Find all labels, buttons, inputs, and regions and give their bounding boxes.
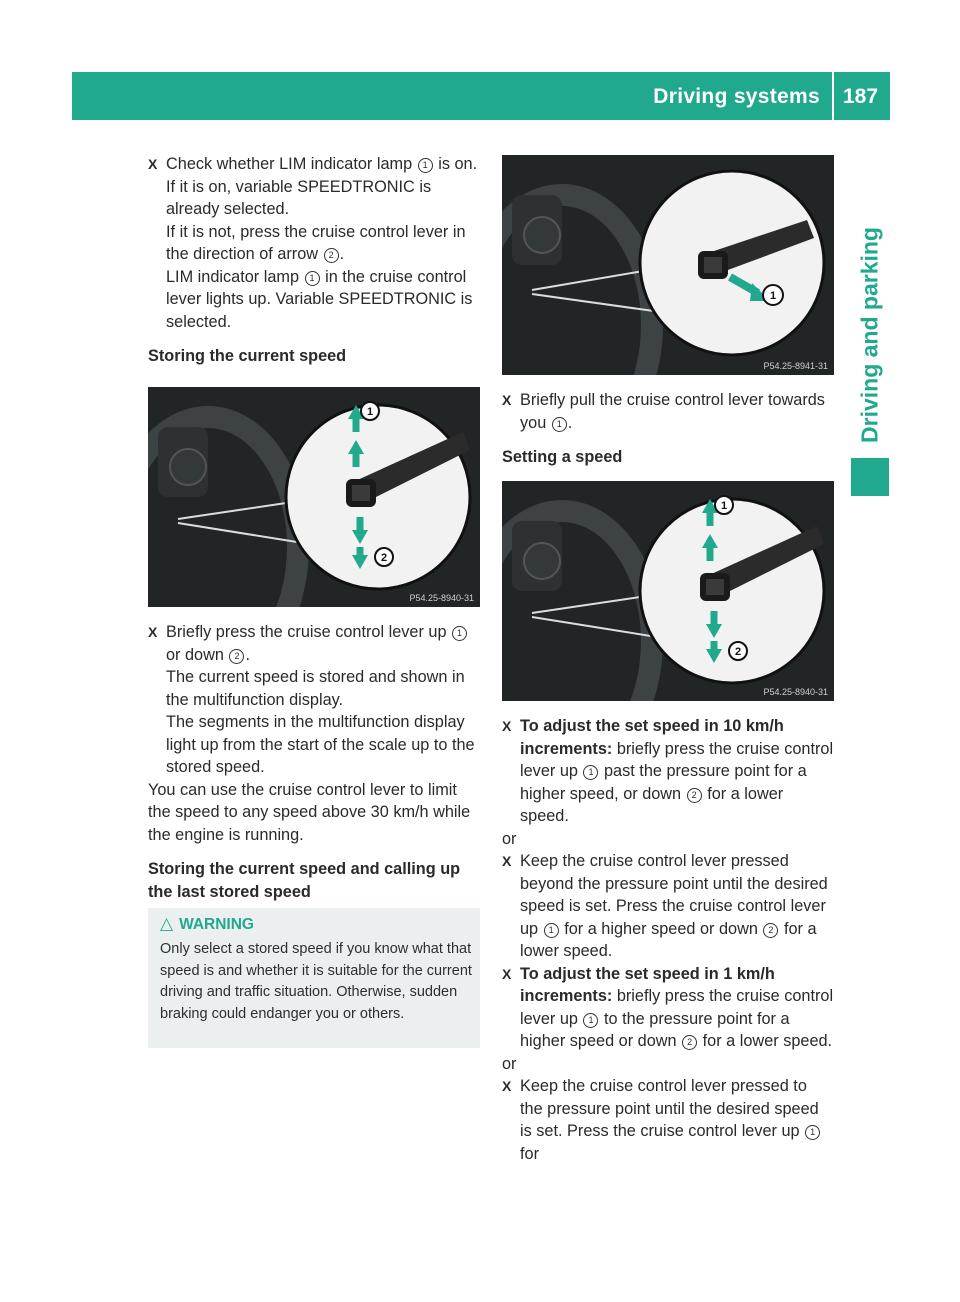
marker-1-icon: 1	[452, 626, 467, 641]
figure-lever-up-down	[148, 387, 480, 607]
warning-icon: △	[160, 914, 174, 933]
figure-marker-2: 2	[380, 552, 388, 564]
bullet-marker-icon: X	[502, 853, 512, 869]
marker-1-icon: 1	[583, 1013, 598, 1028]
marker-2-icon: 2	[682, 1035, 697, 1050]
result-speed-stored: The current speed is stored and shown in the multifunction display.	[166, 668, 465, 709]
instruction-press-up-down: X Briefly press the cruise control lever up 1 or down 2 .	[148, 621, 480, 666]
figure-code: P54.25-8940-31	[409, 593, 474, 603]
bullet-marker-icon: X	[148, 156, 158, 172]
warning-title: △ WARNING	[160, 914, 254, 933]
figure-lever-pull	[502, 155, 834, 375]
figure-marker-1: 1	[366, 406, 374, 418]
warning-box	[148, 908, 480, 1048]
warning-text: Only select a stored speed if you know what that speed is and whether it is suitable for the current driving and traffic situation. Otherwise, sudden braking could endanger you or others.	[160, 941, 472, 1022]
note-limit-speed: You can use the cruise control lever to limit the speed to any speed above 30 km/h while the engine is running.	[148, 780, 471, 844]
heading-storing-speed: Storing the current speed	[148, 347, 347, 365]
figure-lever-set-speed	[502, 481, 834, 701]
marker-1-icon: 1	[805, 1125, 820, 1140]
result-lamp-lights: LIM indicator lamp 1 in the cruise control lever lights up. Variable SPEEDTRONIC is selected.	[166, 267, 473, 331]
instruction-keep-pressed: X Keep the cruise control lever pressed beyond the pressure point until the desired speed is set. Press the cruise control lever up 1 for a higher speed or down 2 for a lower speed.	[502, 852, 828, 960]
or-separator: or	[502, 1054, 517, 1073]
figure-code: P54.25-8941-31	[763, 361, 828, 371]
section-title: Driving systems	[653, 85, 820, 108]
instruction-1kmh: X To adjust the set speed in 1 km/h increments: briefly press the cruise control lever up 1 to the pressure point for a higher speed or down 2 for a lower speed.	[502, 964, 834, 1050]
bullet-marker-icon: X	[502, 1078, 512, 1094]
marker-1-icon: 1	[583, 765, 598, 780]
page-header	[72, 72, 890, 120]
right-column-bottom	[502, 715, 834, 1165]
figure-marker-1: 1	[769, 290, 777, 302]
instruction-keep-pressed-1kmh: X Keep the cruise control lever pressed to the pressure point until the desired speed is set. Press the cruise control lever up 1 for	[502, 1077, 819, 1163]
bullet-marker-icon: X	[502, 718, 512, 734]
right-column-top	[502, 389, 834, 469]
figure-marker-1: 1	[720, 500, 728, 512]
instruction-10kmh: X To adjust the set speed in 10 km/h increments: briefly press the cruise control lever up 1 past the pressure point for a higher speed, or down 2 for a lower speed.	[502, 717, 834, 825]
result-segments-light: The segments in the multifunction display light up from the start of the scale up to the stored speed.	[166, 713, 475, 776]
header-divider	[832, 72, 834, 120]
or-separator: or	[502, 829, 517, 848]
left-column-top	[148, 153, 480, 368]
result-already-selected: If it is on, variable SPEEDTRONIC is already selected.	[166, 177, 432, 218]
bullet-marker-icon: X	[502, 965, 512, 982]
lever-set-illustration	[502, 481, 834, 701]
marker-2-icon: 2	[687, 788, 702, 803]
marker-1-icon: 1	[305, 271, 320, 286]
instruction-press-lever: If it is not, press the cruise control lever in the direction of arrow 2 .	[166, 222, 466, 263]
bullet-marker-icon: X	[502, 392, 512, 408]
figure-marker-2: 2	[734, 646, 742, 658]
instruction-check-lamp: X Check whether LIM indicator lamp 1 is on.	[148, 153, 480, 176]
left-column-middle	[148, 621, 480, 903]
side-tab-marker	[851, 458, 889, 496]
marker-2-icon: 2	[763, 923, 778, 938]
marker-2-icon: 2	[229, 649, 244, 664]
page-number: 187	[843, 85, 879, 108]
marker-1-icon: 1	[418, 158, 433, 173]
figure-code: P54.25-8940-31	[763, 687, 828, 697]
marker-2-icon: 2	[324, 248, 339, 263]
marker-1-icon: 1	[544, 923, 559, 938]
lever-illustration	[148, 387, 480, 607]
marker-1-icon: 1	[552, 417, 567, 432]
side-tab-label: Driving and parking	[856, 227, 883, 443]
lever-pull-illustration	[502, 155, 834, 375]
instruction-pull-lever: X Briefly pull the cruise control lever towards you 1 .	[502, 391, 825, 432]
heading-store-call: Storing the current speed and calling up the last stored speed	[148, 860, 461, 901]
bullet-marker-icon: X	[148, 624, 158, 640]
heading-setting-speed: Setting a speed	[502, 448, 623, 466]
